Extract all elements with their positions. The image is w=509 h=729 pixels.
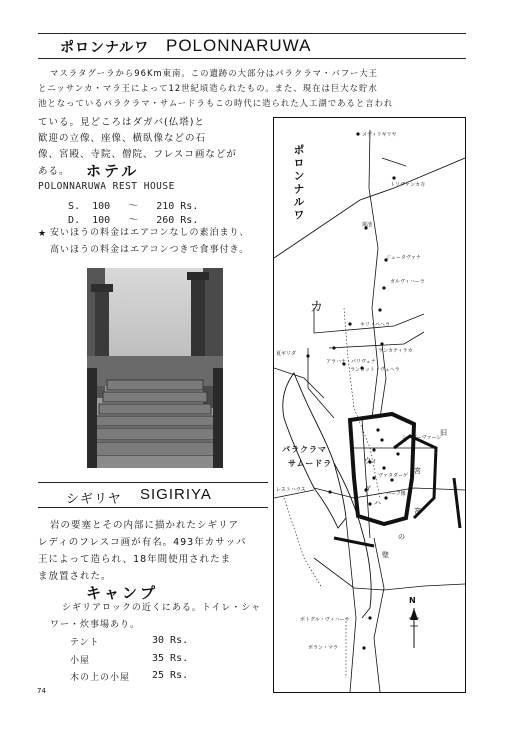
camp-line-2: ワー・炊事場あり。 — [50, 620, 141, 630]
map-label: ヴァタダーゲ — [378, 473, 408, 479]
map-label: メディリギリヤ — [362, 132, 397, 138]
map-label: キリ・ベヘラ — [360, 322, 391, 328]
map-label: ガルヴィハーラ — [390, 279, 425, 285]
hotel-rate-single — [68, 197, 198, 212]
section2-rule-top — [38, 482, 268, 483]
map-big-char: カ — [310, 300, 324, 315]
map-mark: の — [398, 533, 405, 541]
map-lake-name-2: サムードラ — [288, 459, 333, 468]
map-label: ジェータヴァナ — [386, 255, 421, 261]
section1-rule-bottom — [38, 58, 466, 59]
map-mark: ウィ — [364, 457, 378, 465]
rate-sep: 〜 — [128, 215, 139, 226]
map-mark: ダ — [364, 485, 371, 493]
map-label: レストハウス — [276, 487, 306, 493]
page-number: 74 — [37, 687, 46, 695]
section2-title-jp: シギリヤ — [66, 492, 122, 507]
map-label: トリヴァンカ寺 — [390, 182, 425, 188]
rate-high: 260 Rs. — [156, 215, 199, 226]
map-label: 夏ギリダ — [276, 351, 297, 357]
camp-line-1: シギリアロックの近くにある。トイレ・シャ — [62, 603, 262, 613]
map-mark: 旧 — [440, 429, 447, 437]
camp-price-label-1: テント — [70, 638, 100, 648]
camp-price-label-2: 小屋 — [70, 656, 91, 666]
hotel-heading: ホテル — [86, 162, 140, 180]
hotel-name: POLONNARUWA REST HOUSE — [38, 181, 175, 192]
intro-line-7: ある。 — [38, 166, 70, 177]
map-label: ポラン・マラ — [308, 645, 339, 651]
camp-heading: キャンプ — [86, 584, 159, 602]
intro-line-6: 像、宮殿、寺院、僧院、フレスコ画などが — [38, 149, 237, 160]
section1-title-jp: ポロンナルワ — [60, 40, 150, 56]
intro-line-4: ている。見どころはダガバ(仏塔)と — [38, 117, 205, 128]
section2-rule-bottom — [38, 507, 268, 508]
sigiriya-line-3: 王によって造られ、18年間使用されたま — [38, 554, 232, 565]
hotel-note-mark: ★ — [38, 229, 47, 239]
intro-line-3: 池となっているパラクラマ・サムードラもこの時代に造られた人工湖であると言われ — [38, 98, 394, 108]
rate-sep: 〜 — [128, 201, 139, 212]
camp-price-label-3: 木の上の小屋 — [70, 673, 131, 683]
hotel-note-2: 高いほうの料金はエアコンつきで食事付き。 — [50, 245, 250, 255]
map-mark: 宮 — [414, 467, 421, 475]
map-label: シバデーヴァーレ — [402, 435, 442, 441]
map-label: ポトグル・ヴィハーラ — [300, 617, 350, 623]
map-title: ポロンナルワ — [292, 144, 305, 222]
map-mark: ハ — [374, 499, 381, 507]
map-label: ランカティラカ — [378, 348, 413, 354]
map-label: パーフ像 — [386, 491, 406, 497]
rate-low: 100 — [92, 215, 111, 226]
section2-title-en: SIGIRIYA — [140, 486, 212, 503]
polonnaruwa-map — [273, 117, 466, 693]
sigiriya-line-4: ま放置された。 — [38, 571, 112, 582]
sigiriya-line-1: 岩の要塞とその内部に描かれたシギリア — [50, 520, 240, 531]
map-mark: 宮 — [414, 507, 421, 515]
map-lake-name-1: パラクラマ — [282, 445, 327, 454]
intro-line-5: 歓迎の立像、座像、横臥像などの石 — [38, 133, 207, 144]
ruins-photo-drawing — [87, 268, 223, 468]
sigiriya-line-2: レディのフレスコ画が有名。493年カサッパ — [38, 537, 247, 548]
rate-high: 210 Rs. — [156, 201, 199, 212]
intro-line-2: とニッサンカ・マラ王によって12世紀頃造られたもの。また、現在は巨大な貯水 — [38, 83, 378, 93]
section1-title-en: POLONNARUWA — [166, 36, 312, 55]
camp-price-value-2: 35 Rs. — [152, 653, 189, 664]
map-label: 蓮池 — [362, 222, 373, 228]
map-north-label: N — [409, 596, 416, 605]
rate-low: 100 — [92, 201, 111, 212]
map-label: アラハナ・パリヴェナ — [326, 359, 376, 365]
intro-line-1: マスラタグーラから96Km東南。この遺跡の大部分はパラクラマ・バフー大王 — [50, 68, 378, 78]
hotel-note-1: 安いほうの料金はエアコンなしの素泊まり、 — [50, 228, 250, 238]
camp-price-value-1: 30 Rs. — [152, 635, 189, 646]
section1-rule-top — [38, 33, 466, 34]
rate-type: S. — [68, 201, 81, 212]
map-label: ランコット・ヴェヘラ — [350, 367, 400, 373]
map-mark: 壁 — [382, 551, 389, 559]
rate-type: D. — [68, 215, 81, 226]
ruins-photo — [87, 268, 223, 468]
hotel-rate-double — [68, 211, 198, 226]
camp-price-value-3: 25 Rs. — [152, 670, 189, 681]
